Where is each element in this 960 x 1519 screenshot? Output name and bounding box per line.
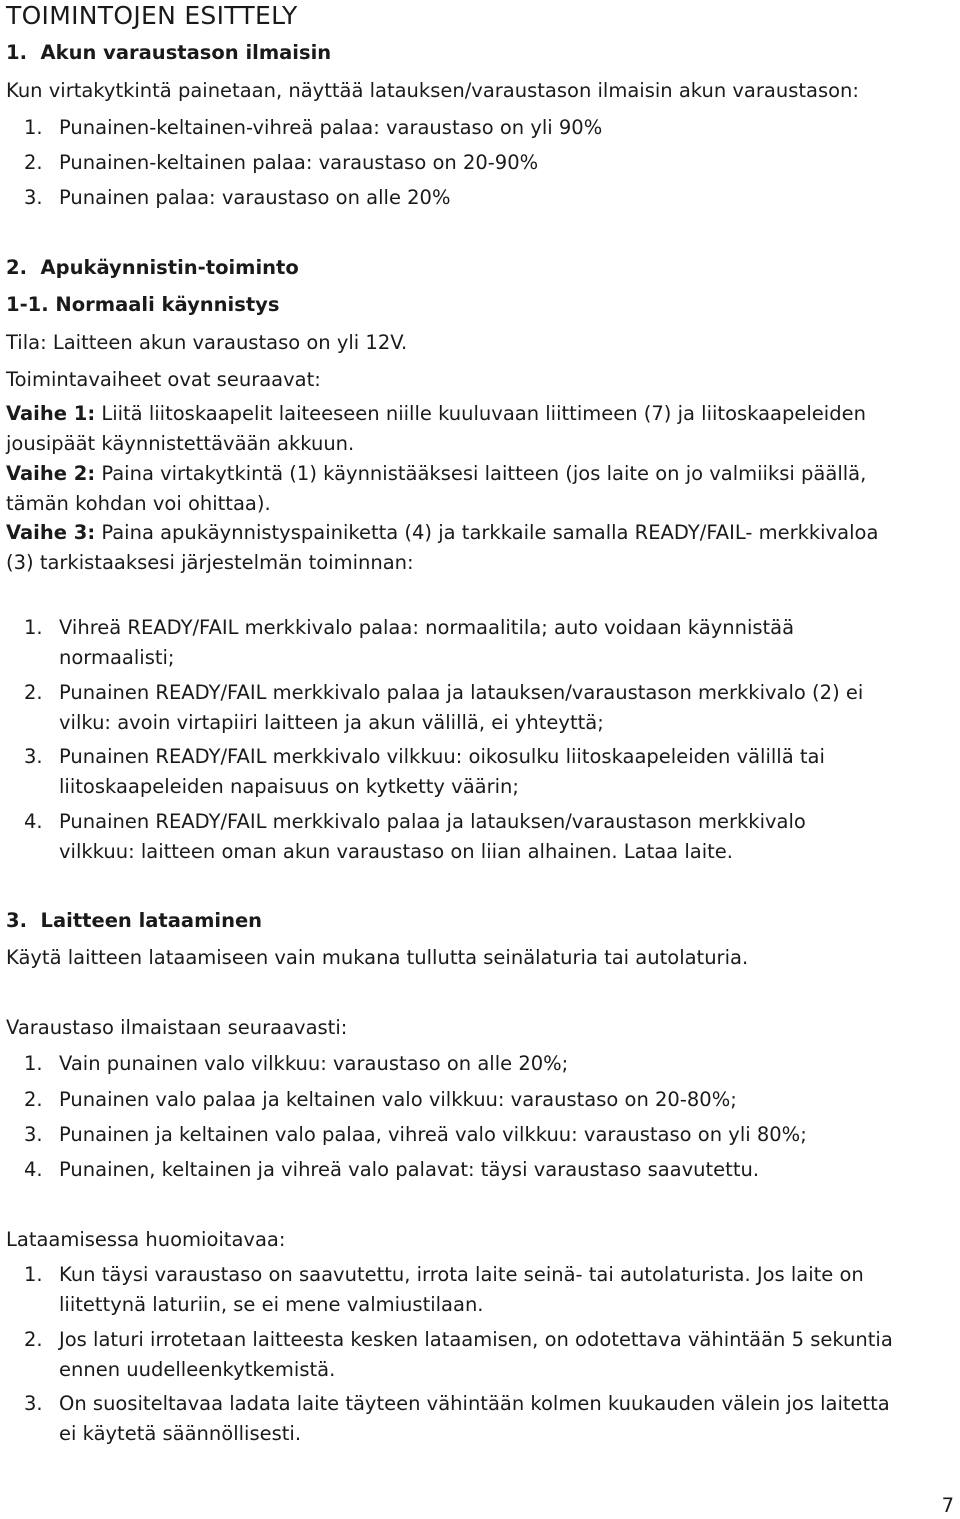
item-text: Punainen READY/FAIL merkkivalo palaa ja latauksen/varaustason merkkivalo — [59, 810, 806, 833]
item-number: 3. — [24, 1392, 43, 1415]
item-text: Punainen READY/FAIL merkkivalo vilkkuu: oikosulku liitoskaapeleiden välillä tai — [59, 745, 825, 768]
page-number: 7 — [941, 1494, 954, 1517]
step-3 — [6, 518, 878, 578]
section-2-state: Tila: Laitteen akun varaustaso on yli 12V. — [6, 331, 408, 354]
item-number: 4. — [24, 1158, 43, 1181]
item-text-cont: ei käytetä säännöllisesti. — [59, 1422, 302, 1445]
step-2 — [6, 459, 866, 519]
notes-intro: Lataamisessa huomioitavaa: — [6, 1228, 286, 1251]
item-number: 3. — [24, 1123, 43, 1146]
item-text: Punainen valo palaa ja keltainen valo vilkkuu: varaustaso on 20-80%; — [59, 1088, 737, 1111]
item-text: Punainen-keltainen-vihreä palaa: varaustaso on yli 90% — [59, 116, 603, 139]
item-text: Punainen-keltainen palaa: varaustaso on 20-90% — [59, 151, 539, 174]
section-3-intro: Käytä laitteen lataamiseen vain mukana tullutta seinälaturia tai autolaturia. — [6, 946, 749, 969]
item-number: 2. — [24, 681, 43, 704]
section-3-heading: 3. Laitteen lataaminen — [6, 909, 263, 932]
step-text-cont: jousipäät käynnistettävään akkuun. — [6, 432, 355, 455]
section-1-heading: 1. Akun varaustason ilmaisin — [6, 41, 332, 64]
section-2-subheading: 1-1. Normaali käynnistys — [6, 293, 280, 316]
item-text-cont: normaalisti; — [59, 646, 175, 669]
item-text-cont: liitettynä laturiin, se ei mene valmiustilaan. — [59, 1293, 484, 1316]
level-intro: Varaustaso ilmaistaan seuraavasti: — [6, 1016, 348, 1039]
item-number: 1. — [24, 116, 43, 139]
step-text: Liitä liitoskaapelit laiteeseen niille kuuluvaan liittimeen (7) ja liitoskaapeleiden — [95, 402, 866, 425]
item-text-cont: liitoskaapeleiden napaisuus on kytketty väärin; — [59, 775, 519, 798]
step-text-cont: (3) tarkistaaksesi järjestelmän toiminnan: — [6, 551, 414, 574]
item-text: Punainen palaa: varaustaso on alle 20% — [59, 186, 451, 209]
step-1 — [6, 399, 866, 459]
item-number: 4. — [24, 810, 43, 833]
step-text: Paina virtakytkintä (1) käynnistääksesi laitteen (jos laite on jo valmiiksi päällä, — [95, 462, 867, 485]
step-text: Paina apukäynnistyspainiketta (4) ja tarkkaile samalla READY/FAIL- merkkivaloa — [95, 521, 879, 544]
step-text-cont: tämän kohdan voi ohittaa). — [6, 492, 271, 515]
item-text: Punainen READY/FAIL merkkivalo palaa ja latauksen/varaustason merkkivalo (2) ei — [59, 681, 864, 704]
section-2-heading: 2. Apukäynnistin-toiminto — [6, 256, 299, 279]
item-number: 1. — [24, 616, 43, 639]
step-label: Vaihe 2: — [6, 462, 96, 485]
page-title: TOIMINTOJEN ESITTELY — [6, 1, 298, 30]
item-text: Jos laturi irrotetaan laitteesta kesken lataamisen, on odotettava vähintään 5 sekuntia — [59, 1328, 893, 1351]
item-text-cont: vilkkuu: laitteen oman akun varaustaso on liian alhainen. Lataa laite. — [59, 840, 733, 863]
section-1-intro: Kun virtakytkintä painetaan, näyttää latauksen/varaustason ilmaisin akun varaustason: — [6, 79, 859, 102]
item-text-cont: ennen uudelleenkytkemistä. — [59, 1358, 336, 1381]
item-text-cont: vilku: avoin virtapiiri laitteen ja akun välillä, ei yhteyttä; — [59, 711, 604, 734]
item-text: Vain punainen valo vilkkuu: varaustaso on alle 20%; — [59, 1052, 569, 1075]
item-text: Punainen, keltainen ja vihreä valo palavat: täysi varaustaso saavutettu. — [59, 1158, 760, 1181]
step-label: Vaihe 3: — [6, 521, 96, 544]
item-text: Kun täysi varaustaso on saavutettu, irrota laite seinä- tai autolaturista. Jos laite on — [59, 1263, 864, 1286]
item-number: 1. — [24, 1263, 43, 1286]
item-number: 3. — [24, 745, 43, 768]
item-number: 1. — [24, 1052, 43, 1075]
item-text: On suositeltavaa ladata laite täyteen vähintään kolmen kuukauden välein jos laitetta — [59, 1392, 890, 1415]
step-label: Vaihe 1: — [6, 402, 96, 425]
steps-intro: Toimintavaiheet ovat seuraavat: — [6, 368, 321, 391]
item-number: 2. — [24, 151, 43, 174]
item-text: Punainen ja keltainen valo palaa, vihreä valo vilkkuu: varaustaso on yli 80%; — [59, 1123, 807, 1146]
item-number: 2. — [24, 1088, 43, 1111]
item-number: 2. — [24, 1328, 43, 1351]
item-number: 3. — [24, 186, 43, 209]
item-text: Vihreä READY/FAIL merkkivalo palaa: normaalitila; auto voidaan käynnistää — [59, 616, 795, 639]
